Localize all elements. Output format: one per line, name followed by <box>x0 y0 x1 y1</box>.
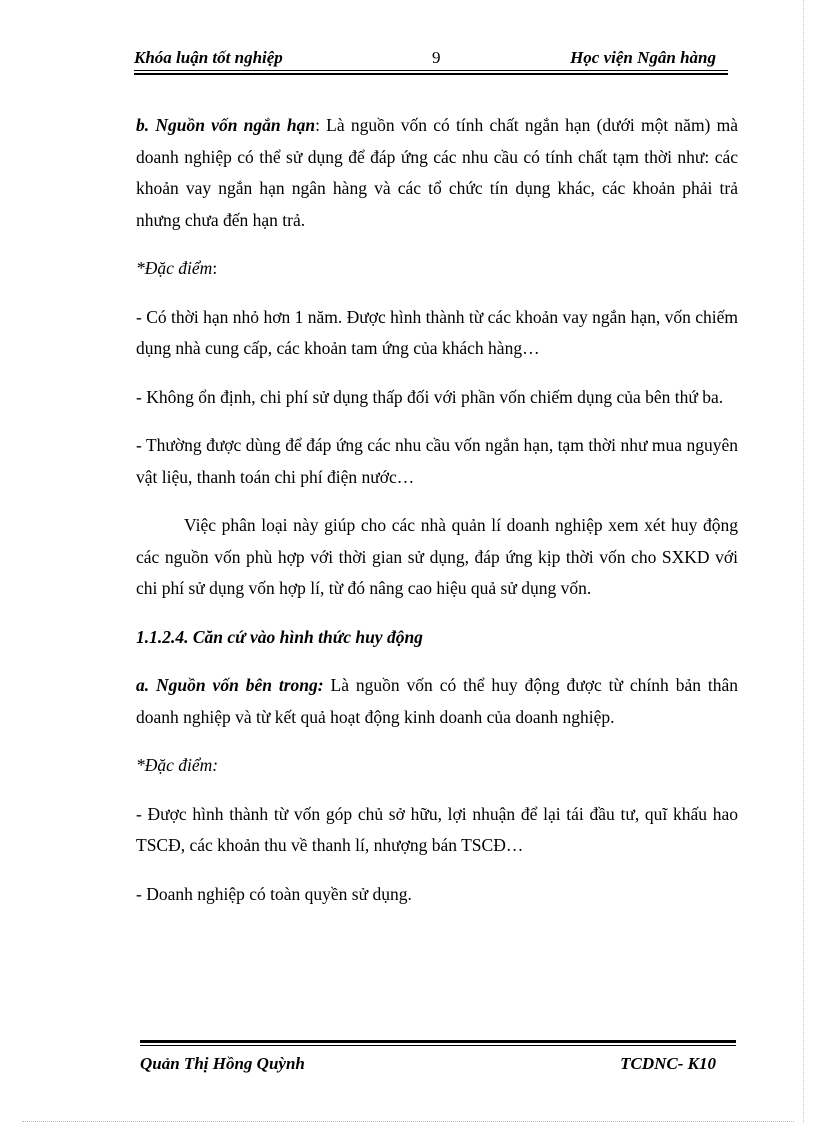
bullet-item: - Được hình thành từ vốn góp chủ sở hữu, lợi nhuận để lại tái đầu tư, quĩ khấu hao TSCĐ, các khoản thu về thanh lí, nhượng bán TSCĐ… <box>136 803 738 855</box>
bullet-item: - Doanh nghiệp có toàn quyền sử dụng. <box>136 883 412 904</box>
header-thesis-title: Khóa luận tốt nghiệp <box>134 48 283 67</box>
footer-author: Quản Thị Hồng Quỳnh <box>140 1054 305 1073</box>
section-heading: 1.1.2.4. Căn cứ vào hình thức huy động <box>136 626 423 647</box>
internal-capital-heading: a. Nguồn vốn bên trong: <box>136 675 324 695</box>
page-number: 9 <box>432 48 441 67</box>
short-term-capital-paragraph <box>136 110 738 236</box>
features-label-1: *Đặc điểm: <box>136 258 218 278</box>
short-term-capital-text: : Là nguồn vốn có tính chất ngắn hạn (dưới một năm) mà doanh nghiệp có thể sử dụng để đáp ứng các nhu cầu có tính chất tạm thời như: các khoản vay ngắn hạn ngân hàng và các tổ chức tín dụng khác, các khoản phải trả nhưng chưa đến hạn trả. <box>136 115 738 230</box>
bullet-item: - Thường được dùng để đáp ứng các nhu cầu vốn ngắn hạn, tạm thời như mua nguyên vật liệu, thanh toán chi phí điện nước… <box>136 435 738 487</box>
page-bottom-edge <box>22 1121 794 1122</box>
bullet-item: - Có thời hạn nhỏ hơn 1 năm. Được hình thành từ các khoản vay ngắn hạn, vốn chiếm dụng nhà cung cấp, các khoản tam ứng của khách hàng… <box>136 306 738 358</box>
classification-summary-paragraph: Việc phân loại này giúp cho các nhà quản lí doanh nghiệp xem xét huy động các nguồn vốn phù hợp với thời gian sử dụng, đáp ứng kịp thời vốn cho SXKD với chi phí sử dụng vốn hợp lí, từ đó nâng cao hiệu quả sử dụng vốn. <box>136 515 738 598</box>
footer-divider <box>140 1040 736 1046</box>
internal-capital-text: Là nguồn vốn có thể huy động được từ chính bản thân doanh nghiệp và từ kết quả hoạt động kinh doanh của doanh nghiệp. <box>136 675 739 727</box>
page-header <box>134 48 728 72</box>
footer-class-code: TCDNC- K10 <box>620 1054 716 1073</box>
header-institution: Học viện Ngân hàng <box>570 48 716 67</box>
page-body <box>136 110 738 927</box>
features-label-2: *Đặc điểm: <box>136 755 219 775</box>
short-term-capital-heading: b. Nguồn vốn ngắn hạn <box>136 115 316 135</box>
internal-capital-paragraph <box>136 670 738 733</box>
header-divider <box>134 70 728 75</box>
page-footer <box>140 1054 716 1078</box>
page-right-edge <box>803 0 804 1123</box>
bullet-item: - Không ổn định, chi phí sử dụng thấp đối với phần vốn chiếm dụng của bên thứ ba. <box>136 386 724 407</box>
